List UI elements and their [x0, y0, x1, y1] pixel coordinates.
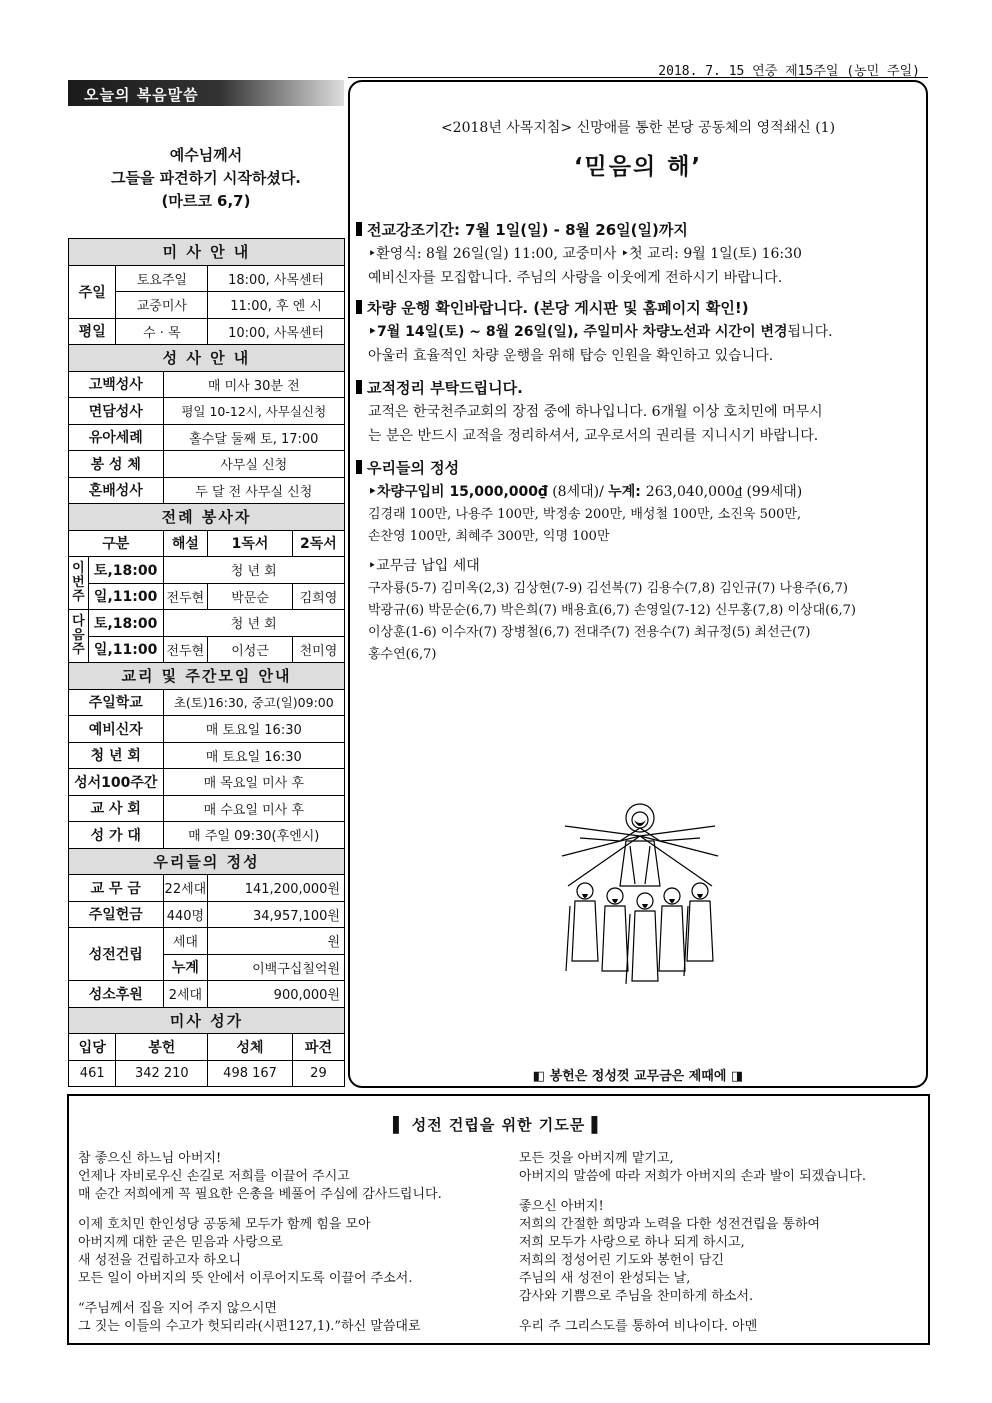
- prayer-line: “주님께서 집을 지어 주지 않으시면: [78, 1301, 277, 1316]
- notice-heading: 교적정리 부탁드립니다.: [356, 376, 922, 400]
- prayer-line: 그 짓는 이들의 수고가 헛되리라(시편127,1).”하신 말씀대로: [78, 1319, 421, 1334]
- hymn-number: 461: [69, 1060, 116, 1087]
- dues-list: 구자룡(5-7) 김미옥(2,3) 김상현(7-9) 김선복(7) 김용수(7,8) 김인규(7) 나용주(6,7): [368, 581, 848, 596]
- notice-offerings: [356, 456, 922, 666]
- prayer-left-column: [78, 1150, 442, 1336]
- hymn-number: 498 167: [208, 1060, 293, 1087]
- mass-name: 수 · 목: [116, 318, 208, 345]
- mass-name: 토요주일: [116, 265, 208, 292]
- mass-time: 10:00, 사목센터: [208, 318, 345, 345]
- prayer-line: 좋으신 아버지!: [519, 1199, 604, 1214]
- hymn-header: 입당: [69, 1034, 116, 1061]
- car-fund-line: [356, 480, 922, 504]
- offering-amount: 34,957,100원: [208, 901, 345, 928]
- hymn-header: 성체: [208, 1034, 293, 1061]
- gathering-name: 청 년 회: [69, 742, 164, 769]
- gathering-value: 매 주일 09:30(후엔시): [163, 822, 344, 849]
- liturgy-section-title: 전례 봉사자: [69, 504, 345, 531]
- gathering-value: 매 토요일 16:30: [163, 716, 344, 743]
- sacrament-value: 평일 10-12시, 사무실신청: [163, 398, 344, 425]
- notice-shuttle: [356, 296, 922, 368]
- prayer-gap: [519, 1306, 866, 1318]
- gathering-name: 성 가 대: [69, 822, 164, 849]
- offering-count: 2세대: [163, 981, 208, 1008]
- sacrament-section-title: 성 사 안 내: [69, 345, 345, 372]
- commentator: 전두현: [163, 583, 208, 610]
- building-total-value: 이백구십칠억원: [208, 954, 345, 981]
- car-fund-count: (8세대)/: [547, 484, 609, 500]
- prayer-gap: [78, 1288, 442, 1300]
- hymn-number: 29: [292, 1060, 344, 1087]
- prayer-line: 언제나 자비로우신 손길로 저희를 이끌어 주시고: [78, 1169, 350, 1184]
- prayer-line: 감사와 기쁨으로 주님을 찬미하게 하소서.: [519, 1289, 754, 1304]
- gospel-line: 그들을 파견하기 시작하셨다.: [110, 169, 302, 187]
- notice-text: 교적은 한국천주교회의 장점 중에 하나입니다. 6개월 이상 호치민에 머무시: [368, 404, 823, 420]
- offering-count: 22세대: [163, 875, 208, 902]
- prayer-line: 참 좋으신 하느님 아버지!: [78, 1151, 222, 1166]
- next-week-label: 다음주: [69, 610, 89, 663]
- hymn-number: 342 210: [116, 1060, 208, 1087]
- notice-registry: [356, 376, 922, 448]
- donor-list: 손찬영 100만, 최혜주 300만, 익명 100만: [368, 529, 610, 544]
- date-divider: [348, 77, 928, 78]
- offering-name: 교 무 금: [69, 875, 164, 902]
- first-reader: 박문순: [208, 583, 293, 610]
- liturgy-time: 토,18:00: [88, 610, 163, 637]
- liturgy-time: 토,18:00: [88, 557, 163, 584]
- notice-heading: 차량 운행 확인바랍니다. (본당 게시판 및 홈페이지 확인!): [356, 296, 922, 320]
- second-reader: 천미영: [292, 636, 344, 663]
- offering-name: 성전건립: [69, 928, 164, 981]
- dues-list: 박광규(6) 박문순(6,7) 박은희(7) 배용효(6,7) 손영일(7-12) 신무홍(7,8) 이상대(6,7): [368, 603, 856, 618]
- offering-section-title: 우리들의 정성: [69, 848, 345, 875]
- offering-name: 성소후원: [69, 981, 164, 1008]
- offering-amount: 141,200,000원: [208, 875, 345, 902]
- prayer-line: 이제 호치민 한인성당 공동체 모두가 함께 힘을 모아: [78, 1217, 371, 1232]
- bulletin-date: 2018. 7. 15 연중 제15주일 (농민 주일): [658, 64, 920, 79]
- prayer-line: 아버지께 대한 굳은 믿음과 사랑으로: [78, 1235, 283, 1250]
- gospel-header: 오늘의 복음말씀: [68, 80, 344, 106]
- building-count-value: 원: [208, 928, 345, 955]
- gathering-name: 교 사 회: [69, 795, 164, 822]
- car-fund-label: ‣차량구입비 15,000,000₫: [368, 484, 548, 500]
- gathering-value: 매 수요일 미사 후: [163, 795, 344, 822]
- sacrament-name: 혼배성사: [69, 477, 164, 504]
- hymn-header: 봉헌: [116, 1034, 208, 1061]
- liturgy-time: 일,11:00: [88, 583, 163, 610]
- prayer-line: 매 순간 저희에게 꼭 필요한 은총을 베풀어 주심에 감사드립니다.: [78, 1187, 442, 1202]
- liturgy-header: 1독서: [208, 530, 293, 557]
- mass-time: 18:00, 사목센터: [208, 265, 345, 292]
- mass-time: 11:00, 후 엔 시: [208, 292, 345, 319]
- first-reader: 이성근: [208, 636, 293, 663]
- notice-text: [356, 320, 922, 344]
- offering-count: 440명: [163, 901, 208, 928]
- prayer-line: 새 성전을 건립하고자 하오니: [78, 1253, 242, 1268]
- commentator: 전두현: [163, 636, 208, 663]
- offering-name: 주일헌금: [69, 901, 164, 928]
- offering-amount: 900,000원: [208, 981, 345, 1008]
- prayer-gap: [78, 1204, 442, 1216]
- notice-text-tail: 됩니다.: [787, 324, 833, 340]
- prayer-line: 아버지의 말씀에 따라 저희가 아버지의 손과 발이 되겠습니다.: [519, 1169, 867, 1184]
- notice-heading: 전교강조기간: 7월 1일(일) - 8월 26일(일)까지: [356, 218, 922, 242]
- notice-evangelization: [356, 218, 922, 290]
- donor-list: 김경래 100만, 나용주 100만, 박정송 200만, 배성철 100만, 소진욱 500만,: [368, 507, 802, 522]
- liturgy-header: 2독서: [292, 530, 344, 557]
- prayer-line: 저희의 정성어린 기도와 봉헌이 담긴: [519, 1253, 724, 1268]
- prayer-line: 주님의 새 성전이 완성되는 날,: [519, 1271, 691, 1286]
- sunday-label: 주일: [69, 265, 116, 318]
- mass-section-title: 미 사 안 내: [69, 239, 345, 266]
- prayer-line: 모든 것을 아버지께 맡기고,: [519, 1151, 674, 1166]
- this-week-label: 이번주: [69, 557, 89, 610]
- gospel-reference: (마르코 6,7): [161, 192, 251, 210]
- notice-text: 는 분은 반드시 교적을 정리하셔서, 교우로서의 권리를 지니시기 바랍니다.: [368, 428, 819, 444]
- sacrament-name: 유아세례: [69, 424, 164, 451]
- notice-text: 아울러 효율적인 차량 운행을 위해 탑승 인원을 확인하고 있습니다.: [368, 348, 774, 364]
- prayer-right-column: [519, 1150, 866, 1336]
- gathering-name: 성서100주간: [69, 769, 164, 796]
- car-fund-total-label: 누계:: [608, 484, 646, 500]
- liturgy-time: 일,11:00: [88, 636, 163, 663]
- sacrament-value: 두 달 전 사무실 신청: [163, 477, 344, 504]
- car-fund-total: 263,040,000₫ (99세대): [645, 484, 803, 500]
- liturgy-merged: 청 년 회: [163, 610, 344, 637]
- prayer-line: 저희의 간절한 희망과 노력을 다한 성전건립을 통하여: [519, 1217, 821, 1232]
- hymn-section-title: 미사 성가: [69, 1007, 345, 1034]
- sacrament-name: 면담성사: [69, 398, 164, 425]
- prayer-line: 저희 모두가 사랑으로 하나 되게 하시고,: [519, 1235, 745, 1250]
- sacrament-value: 사무실 신청: [163, 451, 344, 478]
- gathering-value: 매 토요일 16:30: [163, 742, 344, 769]
- notice-text: 예비신자를 모집합니다. 주님의 사랑을 이웃에게 전하시기 바랍니다.: [368, 270, 783, 286]
- second-reader: 김희영: [292, 583, 344, 610]
- liturgy-header: 해설: [163, 530, 208, 557]
- gathering-name: 예비신자: [69, 716, 164, 743]
- prayer-title: ▌ 성전 건립을 위한 기도문 ▌: [392, 1116, 605, 1134]
- sacrament-value: 홀수달 둘째 토, 17:00: [163, 424, 344, 451]
- gathering-name: 주일학교: [69, 689, 164, 716]
- pastoral-guideline: <2018년 사목지침> 신망애를 통한 본당 공동체의 영적쇄신 (1): [440, 120, 836, 136]
- year-title: ‘믿음의 해’: [573, 154, 703, 180]
- notice-highlight: ‣7월 14일(토) ~ 8월 26일(일), 주일미사 차량노선과 시간이 변경: [368, 324, 788, 340]
- sacrament-value: 매 미사 30분 전: [163, 371, 344, 398]
- offering-reminder: ◧ 봉헌은 정성껏 교무금은 제때에 ◨: [532, 1069, 744, 1084]
- liturgy-header: 구분: [69, 530, 164, 557]
- gospel-verse: [68, 144, 344, 213]
- prayer-gap: [519, 1186, 866, 1198]
- liturgy-merged: 청 년 회: [163, 557, 344, 584]
- prayer-line: 우리 주 그리스도를 통하여 비나이다. 아멘: [519, 1319, 758, 1334]
- prayer-line: 모든 일이 아버지의 뜻 안에서 이루어지도록 이끌어 주소서.: [78, 1271, 413, 1286]
- sacrament-name: 봉 성 체: [69, 451, 164, 478]
- dues-heading: ‣교무금 납입 세대: [368, 558, 480, 574]
- hymn-header: 파견: [292, 1034, 344, 1061]
- gospel-line: 예수님께서: [169, 146, 243, 164]
- parish-info-table: [68, 238, 345, 1087]
- notice-text: ‣환영식: 8월 26일(일) 11:00, 교중미사 ‣첫 교리: 9월 1일(토) 16:30: [368, 246, 802, 262]
- notice-heading: 우리들의 정성: [356, 456, 922, 480]
- weekday-label: 평일: [69, 318, 116, 345]
- jesus-apostles-illustration: [560, 796, 720, 986]
- mass-name: 교중미사: [116, 292, 208, 319]
- building-total-label: 누계: [163, 954, 208, 981]
- gathering-section-title: 교리 및 주간모임 안내: [69, 663, 345, 690]
- dues-list: 이상훈(1-6) 이수자(7) 장병철(6,7) 전대주(7) 전용수(7) 최규정(5) 최선근(7): [368, 625, 811, 640]
- dues-list: 홍수연(6,7): [368, 647, 437, 662]
- building-count-label: 세대: [163, 928, 208, 955]
- gathering-value: 매 목요일 미사 후: [163, 769, 344, 796]
- gathering-value: 초(토)16:30, 중고(일)09:00: [163, 689, 344, 716]
- sacrament-name: 고백성사: [69, 371, 164, 398]
